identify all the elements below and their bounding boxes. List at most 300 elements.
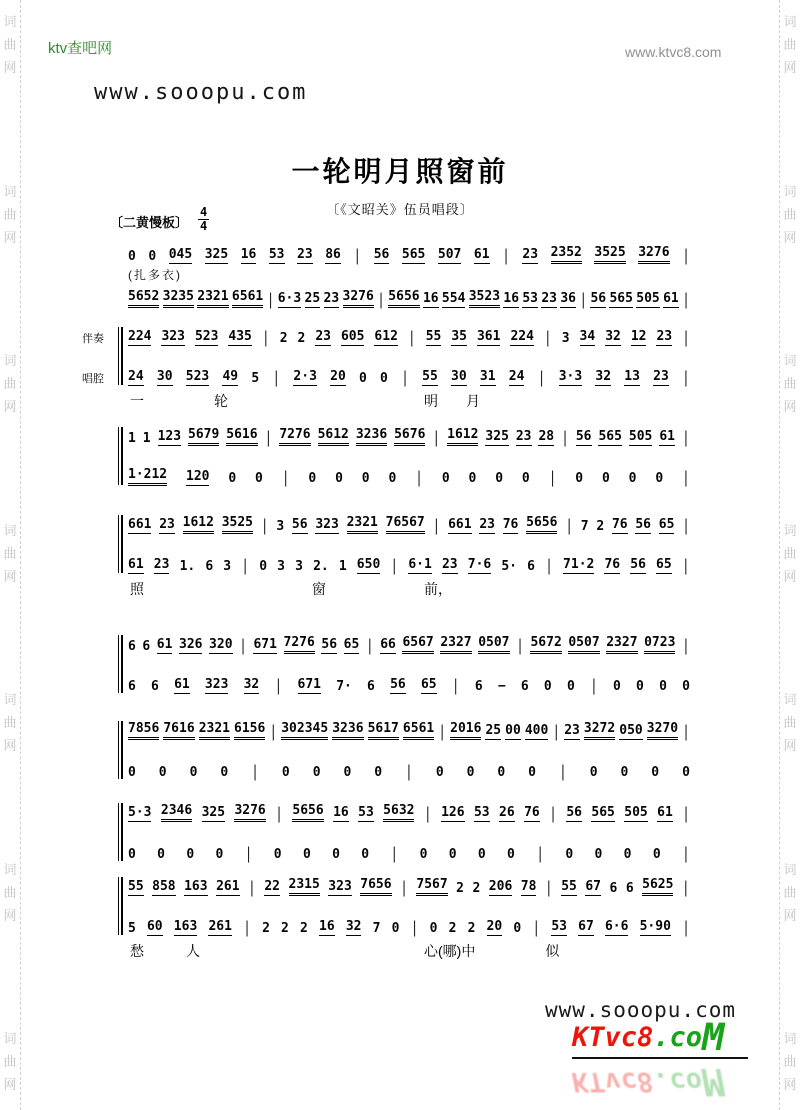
note-group: 0 bbox=[186, 846, 195, 862]
ktvc8-logo-text bbox=[572, 1016, 748, 1059]
note-group: 49 bbox=[222, 370, 238, 386]
barline: | bbox=[261, 328, 270, 348]
note-group: 23 bbox=[315, 330, 331, 346]
note-group: 0 bbox=[308, 470, 317, 486]
time-signature bbox=[198, 206, 209, 233]
note-group: 6 bbox=[367, 678, 375, 694]
system-bracket bbox=[118, 721, 123, 779]
note-group: 3276 bbox=[343, 290, 374, 308]
note-group: 56 bbox=[630, 558, 646, 574]
note-group: 76 bbox=[604, 558, 620, 574]
note-group: 325 bbox=[202, 806, 225, 822]
note-group: 6 bbox=[151, 678, 159, 694]
note-group: 3 bbox=[276, 518, 285, 534]
note-group: 7656 bbox=[360, 878, 391, 896]
site-name-link[interactable]: ktv查吧网 bbox=[48, 40, 113, 57]
side-watermark-char: 词 bbox=[3, 861, 17, 877]
note-group: 56 bbox=[374, 248, 390, 264]
note-group: 163 bbox=[184, 880, 207, 896]
note-group: 23 bbox=[522, 248, 538, 264]
note-group: 565 bbox=[609, 292, 632, 308]
barline: | bbox=[248, 878, 256, 898]
note-group: 5·90 bbox=[640, 920, 671, 936]
note-group: 7276 bbox=[279, 428, 310, 446]
side-watermark-char: 网 bbox=[3, 568, 17, 584]
note-group: 6 bbox=[205, 558, 214, 574]
note-group: 523 bbox=[186, 370, 209, 386]
note-group: 0 bbox=[636, 678, 644, 694]
barline: | bbox=[681, 428, 690, 448]
barline: | bbox=[377, 290, 385, 310]
note-group: 5· bbox=[501, 558, 518, 574]
note-group: 2 bbox=[279, 330, 288, 346]
note-group: 3525 bbox=[594, 246, 625, 264]
note-group: 2 bbox=[596, 518, 605, 534]
barline: | bbox=[241, 556, 250, 576]
note-group: 554 bbox=[442, 292, 465, 308]
note-group: 56 bbox=[390, 678, 406, 694]
side-watermark-char: 词 bbox=[3, 692, 17, 707]
side-watermark-group bbox=[0, 349, 20, 418]
note-group: 0 bbox=[466, 764, 475, 780]
note-group: 12 bbox=[631, 330, 647, 346]
barline: | bbox=[353, 246, 362, 266]
barline: | bbox=[682, 328, 690, 348]
note-group: 55 bbox=[561, 880, 577, 896]
note-group: 0 bbox=[601, 470, 610, 486]
barline: | bbox=[579, 290, 588, 310]
barline: | bbox=[682, 368, 690, 388]
note-group: 2 bbox=[297, 330, 306, 346]
note-group: 323 bbox=[328, 880, 351, 896]
note-group: 32 bbox=[346, 920, 362, 936]
note-group: 56 bbox=[321, 638, 337, 654]
barline: | bbox=[682, 804, 690, 824]
note-group: 523 bbox=[195, 330, 218, 346]
note-group: 2016 bbox=[450, 722, 481, 740]
vocal-line bbox=[128, 556, 690, 574]
note-group: 5656 bbox=[526, 516, 557, 534]
note-group: 0 bbox=[513, 920, 522, 936]
side-watermark-char: 网 bbox=[3, 738, 17, 753]
note-group: 1612 bbox=[183, 516, 214, 534]
barline: | bbox=[423, 804, 432, 824]
note-group: 120 bbox=[186, 470, 209, 486]
barline: | bbox=[682, 290, 690, 310]
note-group: 671 bbox=[298, 678, 321, 694]
music-system bbox=[128, 426, 690, 488]
note-group: 261 bbox=[208, 920, 231, 936]
note-group: 0 bbox=[228, 470, 237, 486]
music-system bbox=[128, 802, 690, 864]
barline: | bbox=[682, 468, 690, 488]
note-group: 163 bbox=[174, 920, 197, 936]
note-group: 2327 bbox=[606, 636, 637, 654]
system-bracket bbox=[118, 327, 123, 385]
note-group: 23 bbox=[516, 430, 532, 446]
side-watermark-group bbox=[0, 180, 20, 249]
note-group: 20 bbox=[487, 920, 503, 936]
note-group: 35 bbox=[451, 330, 467, 346]
note-group: 3276 bbox=[638, 246, 669, 264]
vocal-line bbox=[128, 468, 690, 486]
note-group: 2321 bbox=[347, 516, 378, 534]
barline: | bbox=[243, 918, 251, 938]
side-watermark-char: 曲 bbox=[783, 1054, 797, 1069]
side-watermark-group bbox=[0, 10, 20, 79]
note-group: 55 bbox=[422, 370, 438, 386]
note-group: 23 bbox=[479, 518, 495, 534]
note-group: 61 bbox=[474, 248, 490, 264]
note-group: 261 bbox=[216, 880, 239, 896]
note-group: 23 bbox=[541, 292, 557, 308]
note-group: 323 bbox=[205, 678, 228, 694]
note-group: 13 bbox=[624, 370, 640, 386]
side-watermark-char: 词 bbox=[3, 353, 17, 368]
note-group: 3270 bbox=[647, 722, 678, 740]
accompaniment-line bbox=[128, 516, 690, 534]
barline: | bbox=[390, 844, 399, 864]
note-group: 61 bbox=[663, 292, 679, 308]
barline: | bbox=[681, 636, 690, 656]
note-group: 0 bbox=[158, 764, 167, 780]
note-group: 5656 bbox=[388, 290, 419, 308]
barline: | bbox=[549, 804, 557, 824]
barline: | bbox=[281, 468, 290, 488]
note-group: 505 bbox=[636, 292, 659, 308]
side-watermark-group bbox=[0, 1027, 20, 1096]
side-watermark-char: 曲 bbox=[783, 545, 797, 561]
note-group: 3276 bbox=[234, 804, 265, 822]
side-watermark-group bbox=[0, 519, 20, 588]
side-watermark-group bbox=[780, 858, 800, 927]
note-group: 2. bbox=[313, 558, 329, 574]
note-group: 0 bbox=[528, 764, 536, 780]
percussion-annotation: (扎多衣) bbox=[128, 268, 182, 282]
note-group: 61 bbox=[174, 678, 190, 694]
note-group: 78 bbox=[521, 880, 537, 896]
note-group: 30 bbox=[157, 370, 173, 386]
barline: | bbox=[410, 918, 419, 938]
barline: | bbox=[543, 328, 552, 348]
system-bracket bbox=[118, 427, 123, 485]
note-group: 1 bbox=[338, 558, 347, 574]
side-watermark-char: 曲 bbox=[3, 1054, 17, 1069]
note-group: 56 bbox=[590, 292, 606, 308]
note-group: 67 bbox=[578, 920, 594, 936]
note-group: 6 bbox=[625, 880, 634, 896]
note-group: 0 bbox=[128, 764, 136, 780]
note-group: 6567 bbox=[402, 636, 433, 654]
note-group: 126 bbox=[441, 806, 464, 822]
note-group: 71·2 bbox=[563, 558, 594, 574]
note-group: 2 bbox=[467, 920, 476, 936]
note-group: 0 bbox=[312, 764, 321, 780]
note-group: 5 bbox=[128, 920, 136, 936]
side-watermark-char: 词 bbox=[783, 861, 797, 877]
side-watermark-char: 网 bbox=[3, 60, 17, 75]
side-watermark-char: 网 bbox=[3, 907, 17, 923]
note-group: 00 bbox=[505, 724, 521, 740]
note-group: 5679 bbox=[188, 428, 219, 446]
note-group: 361 bbox=[477, 330, 500, 346]
note-group: 0 bbox=[220, 764, 229, 780]
note-group: 23 bbox=[442, 558, 458, 574]
note-group: 5616 bbox=[226, 428, 257, 446]
note-group: − bbox=[497, 678, 506, 694]
barline: | bbox=[682, 516, 690, 536]
note-group: 66 bbox=[380, 638, 396, 654]
accompaniment-label: 伴奏 bbox=[82, 333, 104, 345]
note-group: 23 bbox=[324, 292, 340, 308]
note-group: 0 bbox=[441, 470, 450, 486]
barline: | bbox=[548, 468, 557, 488]
barline: | bbox=[681, 878, 690, 898]
note-group: 7 bbox=[580, 518, 589, 534]
note-group: 1·212 bbox=[128, 468, 167, 486]
barline: | bbox=[552, 722, 561, 742]
note-group: 0507 bbox=[478, 636, 509, 654]
note-group: 0 bbox=[659, 678, 667, 694]
system-bracket bbox=[118, 877, 123, 935]
note-group: 5656 bbox=[292, 804, 323, 822]
barline: | bbox=[682, 246, 690, 266]
note-group: 6 bbox=[128, 678, 136, 694]
left-margin-watermark bbox=[0, 0, 21, 1110]
side-watermark-char: 网 bbox=[783, 399, 797, 414]
note-group: 0 bbox=[374, 764, 383, 780]
barline: | bbox=[274, 676, 283, 696]
note-group: 123 bbox=[158, 430, 181, 446]
side-watermark-group bbox=[780, 180, 800, 249]
side-watermark-char: 网 bbox=[3, 399, 17, 414]
note-group: 0 bbox=[543, 678, 552, 694]
vocal-line bbox=[128, 762, 690, 780]
note-group: 3 bbox=[277, 558, 285, 574]
note-group: 0 bbox=[391, 920, 400, 936]
side-watermark-char: 曲 bbox=[3, 545, 17, 561]
ktvc8-logo[interactable] bbox=[572, 1016, 748, 1103]
note-group: 1. bbox=[179, 558, 196, 574]
intro-line bbox=[128, 290, 690, 308]
note-group: 0 bbox=[575, 470, 584, 486]
barline: | bbox=[558, 762, 567, 782]
note-group: 2·3 bbox=[293, 370, 316, 386]
note-group: 0 bbox=[682, 678, 690, 694]
side-watermark-char: 词 bbox=[3, 183, 17, 199]
barline: | bbox=[269, 722, 278, 742]
note-group: 7 bbox=[372, 920, 381, 936]
note-group: 2 bbox=[448, 920, 457, 936]
barline: | bbox=[681, 844, 690, 864]
note-group: 16 bbox=[333, 806, 349, 822]
note-group: 3236 bbox=[332, 722, 363, 740]
side-watermark-group bbox=[780, 688, 800, 757]
note-group: 5·3 bbox=[128, 806, 151, 822]
note-group: 6·1 bbox=[408, 558, 431, 574]
note-group: 5632 bbox=[383, 804, 414, 822]
note-group: 0 bbox=[682, 764, 690, 780]
note-group: 0 bbox=[148, 248, 157, 264]
note-group: 0 bbox=[521, 470, 530, 486]
music-system bbox=[128, 720, 690, 782]
note-group: 0 bbox=[419, 846, 428, 862]
barline: | bbox=[401, 368, 409, 388]
note-group: 53 bbox=[551, 920, 567, 936]
note-group: 34 bbox=[580, 330, 596, 346]
note-group: 045 bbox=[169, 248, 192, 264]
note-group: 6 bbox=[520, 678, 529, 694]
note-group: 0723 bbox=[644, 636, 675, 654]
note-group: 5652 bbox=[128, 290, 159, 308]
note-group: 565 bbox=[598, 430, 621, 446]
note-group: 65 bbox=[659, 518, 675, 534]
note-group: 65 bbox=[344, 638, 360, 654]
note-group: 2 bbox=[472, 880, 481, 896]
note-group: 55 bbox=[128, 880, 144, 896]
note-group: 7· bbox=[336, 678, 352, 694]
note-group: 0 bbox=[361, 470, 370, 486]
side-watermark-group bbox=[780, 10, 800, 79]
barline: | bbox=[432, 516, 441, 536]
note-group: 0 bbox=[343, 764, 352, 780]
note-group: 505 bbox=[629, 430, 652, 446]
note-group: 0 bbox=[497, 764, 506, 780]
note-group: 23 bbox=[297, 248, 313, 264]
side-watermark-char: 词 bbox=[783, 183, 797, 199]
note-group: 0 bbox=[565, 846, 574, 862]
note-group: 6 bbox=[609, 880, 618, 896]
side-watermark-char: 曲 bbox=[3, 884, 17, 900]
barline: | bbox=[415, 468, 423, 488]
note-group: 6561 bbox=[232, 290, 263, 308]
side-watermark-char: 曲 bbox=[783, 206, 797, 222]
note-group: 16 bbox=[503, 292, 519, 308]
note-group: 2 bbox=[300, 920, 308, 936]
barline: | bbox=[502, 246, 510, 266]
side-watermark-char: 曲 bbox=[3, 376, 17, 391]
logo-red-part-reflection: KTvc8 bbox=[572, 1066, 654, 1097]
note-group: 5625 bbox=[642, 878, 673, 896]
note-group: 28 bbox=[538, 430, 554, 446]
watermark-top: www.sooopu.com bbox=[94, 80, 308, 105]
note-group: 6 bbox=[128, 638, 136, 654]
note-group: 3236 bbox=[356, 428, 387, 446]
note-group: 24 bbox=[128, 370, 144, 386]
note-group: 1 bbox=[128, 430, 136, 446]
vocal-line bbox=[128, 918, 690, 936]
note-group: 0 bbox=[361, 846, 370, 862]
note-group: 0 bbox=[359, 370, 367, 386]
note-group: 507 bbox=[438, 248, 461, 264]
lyrics-line: 照 窗 前， bbox=[130, 581, 452, 597]
note-group: 6 bbox=[474, 678, 483, 694]
note-group: 53 bbox=[522, 292, 538, 308]
barline: | bbox=[365, 636, 374, 656]
score-title: 一轮明月照窗前 bbox=[291, 156, 509, 187]
note-group: 0 bbox=[566, 678, 575, 694]
note-group: 323 bbox=[315, 518, 338, 534]
site-url-link[interactable]: www.ktvc8.com bbox=[625, 44, 722, 60]
note-group: 26 bbox=[499, 806, 515, 822]
note-group: 0 bbox=[273, 846, 282, 862]
note-group: 0 bbox=[429, 920, 438, 936]
banshi-marking: 〔二黄慢板〕 bbox=[110, 215, 189, 230]
barline: | bbox=[438, 722, 447, 742]
note-group: 24 bbox=[509, 370, 525, 386]
note-group: 56 bbox=[576, 430, 592, 446]
note-group: 76 bbox=[612, 518, 628, 534]
note-group: 7856 bbox=[128, 722, 159, 740]
side-watermark-char: 网 bbox=[3, 1077, 17, 1092]
note-group: 65 bbox=[656, 558, 672, 574]
vocal-label: 唱腔 bbox=[82, 373, 104, 385]
barline: | bbox=[405, 762, 413, 782]
right-margin-watermark bbox=[779, 0, 800, 1110]
barline: | bbox=[682, 918, 690, 938]
music-system bbox=[128, 634, 690, 696]
note-group: 23 bbox=[154, 558, 170, 574]
side-watermark-char: 网 bbox=[783, 738, 797, 753]
note-group: 6561 bbox=[403, 722, 434, 740]
barline: | bbox=[532, 918, 541, 938]
barline: | bbox=[251, 762, 259, 782]
note-group: 76 bbox=[503, 518, 519, 534]
note-group: 16 bbox=[423, 292, 439, 308]
note-group: 22 bbox=[264, 880, 280, 896]
note-group: 5 bbox=[251, 370, 260, 386]
note-group: 61 bbox=[659, 430, 675, 446]
note-group: 0 bbox=[128, 248, 136, 264]
barline: | bbox=[390, 556, 399, 576]
note-group: 6 bbox=[142, 638, 151, 654]
note-group: 0 bbox=[380, 370, 388, 386]
note-group: 224 bbox=[128, 330, 151, 346]
note-group: 31 bbox=[480, 370, 496, 386]
note-group: 320 bbox=[209, 638, 232, 654]
note-group: 6·6 bbox=[605, 920, 628, 936]
music-system bbox=[128, 514, 690, 597]
side-watermark-char: 曲 bbox=[783, 715, 797, 730]
note-group: 3272 bbox=[584, 722, 615, 740]
note-group: 25 bbox=[305, 292, 321, 308]
note-group: 6·3 bbox=[278, 292, 301, 308]
side-watermark-char: 曲 bbox=[783, 884, 797, 900]
vocal-line bbox=[128, 368, 690, 386]
note-group: 0 bbox=[388, 470, 397, 486]
note-group: 0 bbox=[332, 846, 340, 862]
note-group: 2327 bbox=[440, 636, 471, 654]
note-group: 5617 bbox=[368, 722, 399, 740]
note-group: 0 bbox=[652, 846, 661, 862]
side-watermark-char: 网 bbox=[783, 1077, 797, 1092]
note-group: 0 bbox=[335, 470, 343, 486]
barline: | bbox=[244, 844, 253, 864]
note-group: 2315 bbox=[289, 878, 320, 896]
note-group: 0 bbox=[594, 846, 603, 862]
note-group: 61 bbox=[157, 638, 173, 654]
side-watermark-char: 网 bbox=[3, 229, 17, 245]
barline: | bbox=[451, 676, 460, 696]
note-group: 2321 bbox=[197, 290, 228, 308]
side-watermark-char: 词 bbox=[783, 1031, 797, 1046]
note-group: 0 bbox=[613, 678, 621, 694]
barline: | bbox=[266, 290, 275, 310]
side-watermark-char: 网 bbox=[783, 229, 797, 245]
barline: | bbox=[565, 516, 574, 536]
note-group: 30 bbox=[451, 370, 467, 386]
logo-red-part: KTvc8 bbox=[572, 1022, 654, 1053]
